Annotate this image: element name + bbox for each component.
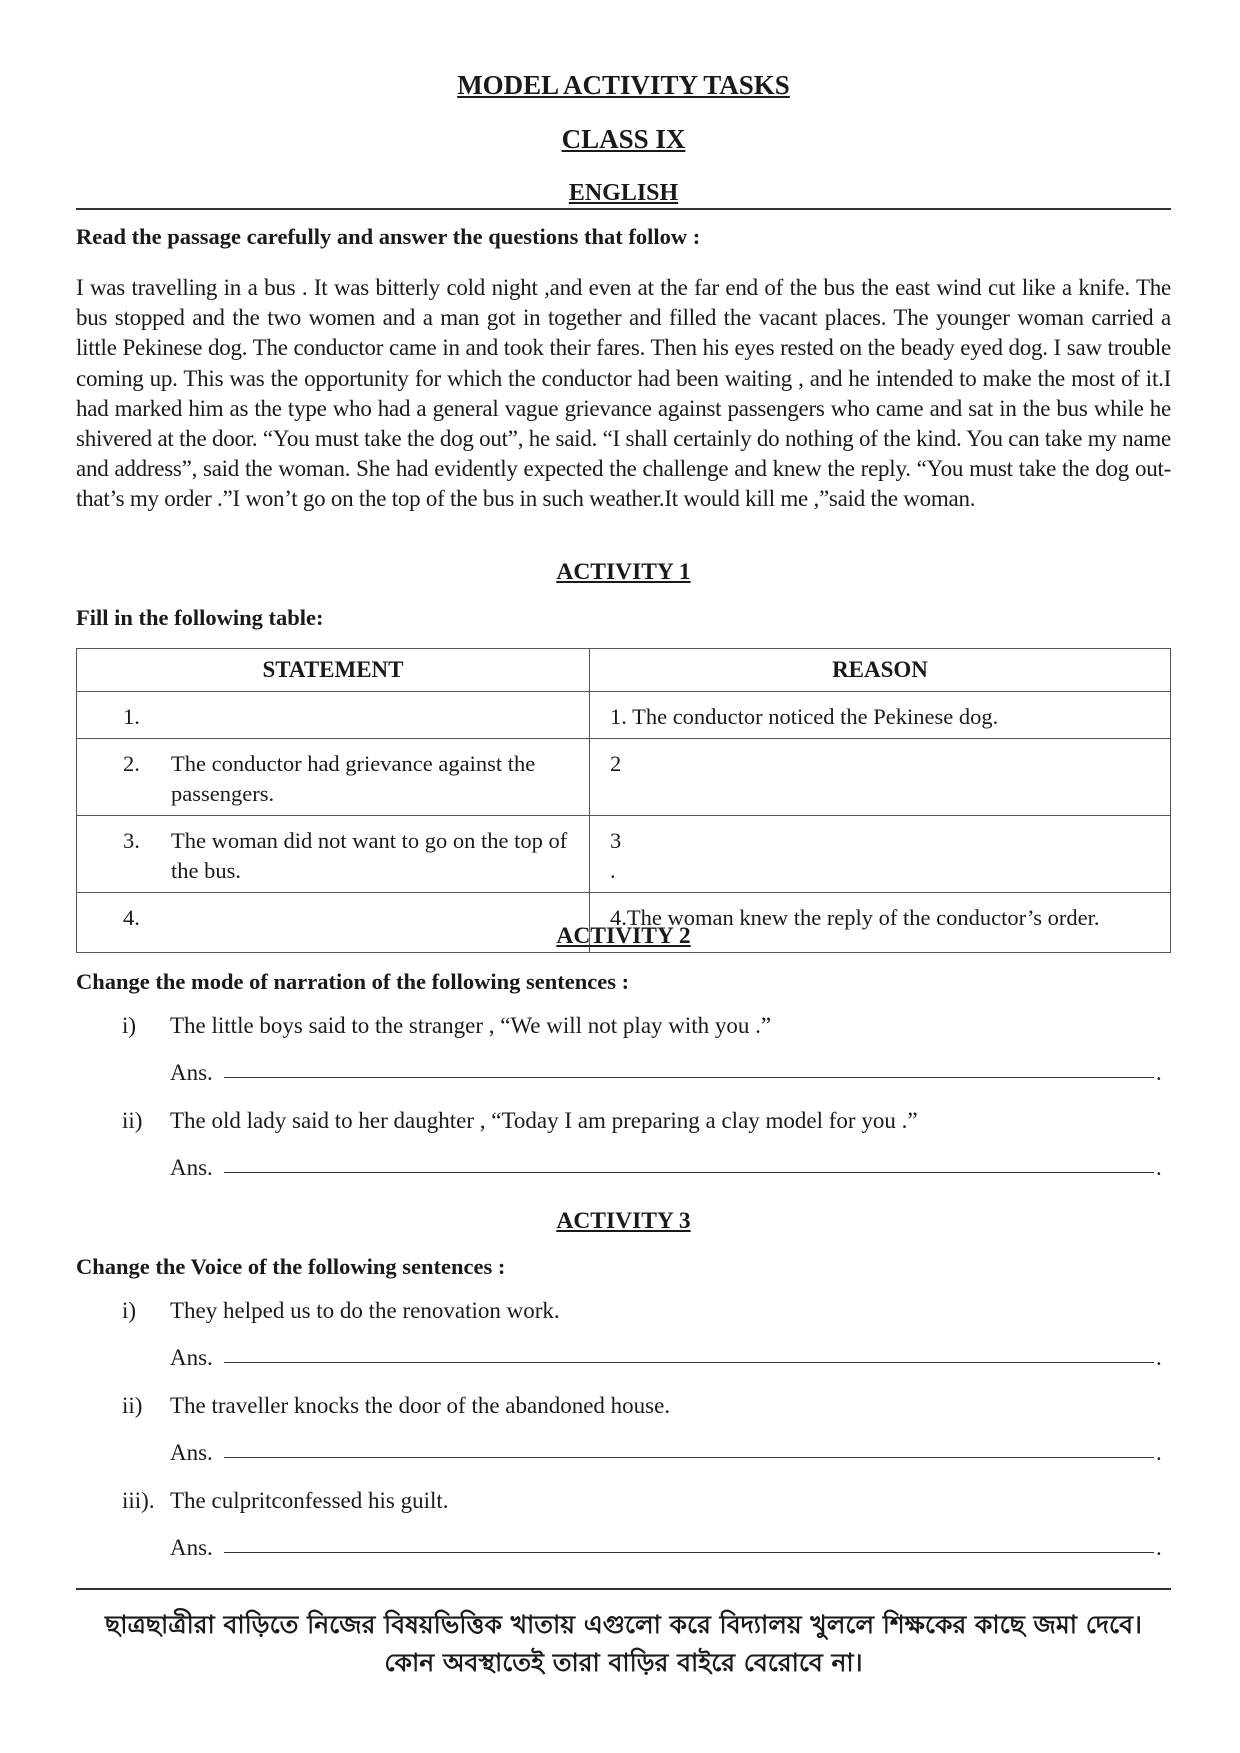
item-text: The little boys said to the stranger , “We will not play with you .”: [170, 1013, 772, 1038]
header-divider: [76, 208, 1171, 210]
row-number: 2.: [123, 751, 140, 776]
statement-cell: [77, 816, 590, 893]
activity-1-instruction: Fill in the following table:: [76, 605, 324, 630]
reason-text: 3 .: [610, 828, 622, 883]
answer-end: .: [1156, 1345, 1162, 1370]
answer-line[interactable]: [170, 1440, 1170, 1470]
list-item: [122, 1488, 449, 1514]
table-row: [77, 692, 1171, 739]
answer-blank: [224, 1457, 1154, 1458]
item-text: The traveller knocks the door of the abandoned house.: [170, 1393, 671, 1418]
list-item: [122, 1298, 560, 1324]
footer-note-line-1: ছাত্রছাত্রীরা বাড়িতে নিজের বিষয়ভিত্তিক খাতায় এগুলো করে বিদ্যালয় খুললে শিক্ষকের কাছে জমা দেবে।: [105, 1610, 1142, 1639]
table-row: [77, 739, 1171, 816]
activity-2-instruction: Change the mode of narration of the following sentences :: [76, 969, 630, 994]
statement-cell: [77, 739, 590, 816]
answer-end: .: [1156, 1155, 1162, 1180]
statement-text: The woman did not want to go on the top of the bus.: [171, 828, 568, 883]
item-number: ii): [122, 1108, 143, 1133]
answer-label: Ans.: [170, 1345, 213, 1370]
activity-1-heading: ACTIVITY 1: [556, 559, 691, 585]
reason-text: 1. The conductor noticed the Pekinese dog.: [610, 704, 999, 729]
table-row: [77, 816, 1171, 893]
item-text: The culpritconfessed his guilt.: [170, 1488, 449, 1513]
statement-text: The conductor had grievance against the passengers.: [171, 751, 536, 806]
reason-cell: [590, 692, 1171, 739]
passage-instruction: Read the passage carefully and answer the questions that follow :: [76, 224, 701, 249]
list-item: [122, 1393, 670, 1419]
reason-text: 4.The woman knew the reply of the conductor’s order.: [610, 905, 1100, 930]
footer-divider: [76, 1588, 1171, 1590]
item-text: They helped us to do the renovation work.: [170, 1298, 560, 1323]
row-number: 1.: [123, 704, 140, 729]
list-item: [122, 1013, 771, 1039]
answer-end: .: [1156, 1440, 1162, 1465]
answer-line[interactable]: [170, 1535, 1170, 1565]
reading-passage: I was travelling in a bus . It was bitterly cold night ,and even at the far end of the bus the east wind cut like a knife. The bus stopped and the two women and a man got in together and filled the vacant places. The younger woman carried a little Pekinese dog. The conductor came in and took their fares. Then his eyes rested on the beady eyed dog. I saw trouble coming up. This was the opportunity for which the conductor had been waiting , and he intended to make the most of it.I had marked him as the type who had a general vague grievance against passengers who came and sat in the bus while he shivered at the door. “You must take the dog out”, he said. “I shall certainly do nothing of the kind. You can take my name and address”, said the woman. She had evidently expected the challenge and knew the reply. “You must take the dog out- that’s my order .”I won’t go on the top of the bus in such weather.It would kill me ,”said the woman.: [76, 275, 1171, 512]
answer-end: .: [1156, 1060, 1162, 1085]
answer-line[interactable]: [170, 1345, 1170, 1375]
answer-blank: [224, 1362, 1154, 1363]
answer-label: Ans.: [170, 1440, 213, 1465]
activity-3-instruction: Change the Voice of the following sentences :: [76, 1254, 506, 1279]
row-number: 4.: [123, 905, 140, 930]
table-header-row: [77, 649, 1171, 692]
document-title: MODEL ACTIVITY TASKS: [457, 70, 790, 100]
list-item: [122, 1108, 918, 1134]
answer-blank: [224, 1172, 1154, 1173]
answer-label: Ans.: [170, 1155, 213, 1180]
activity-2-heading: ACTIVITY 2: [556, 923, 691, 949]
answer-line[interactable]: [170, 1155, 1170, 1185]
answer-blank: [224, 1077, 1154, 1078]
statement-header: STATEMENT: [77, 649, 590, 692]
subject-label: ENGLISH: [568, 180, 679, 206]
item-number: i): [122, 1013, 137, 1038]
statement-reason-table: [76, 648, 1171, 953]
answer-label: Ans.: [170, 1535, 213, 1560]
class-label: CLASS IX: [561, 124, 686, 154]
footer-note-line-2: কোন অবস্থাতেই তারা বাড়ির বাইরে বেরোবে না।: [384, 1648, 863, 1677]
item-text: The old lady said to her daughter , “Today I am preparing a clay model for you .”: [170, 1108, 918, 1133]
statement-cell[interactable]: [77, 692, 590, 739]
reason-text: 2: [610, 751, 622, 776]
reason-cell[interactable]: [590, 816, 1171, 893]
reason-header: REASON: [590, 649, 1171, 692]
answer-line[interactable]: [170, 1060, 1170, 1090]
answer-blank: [224, 1552, 1154, 1553]
item-number: iii).: [122, 1488, 155, 1513]
item-number: ii): [122, 1393, 143, 1418]
reason-cell[interactable]: [590, 739, 1171, 816]
answer-end: .: [1156, 1535, 1162, 1560]
answer-label: Ans.: [170, 1060, 213, 1085]
activity-3-heading: ACTIVITY 3: [556, 1208, 691, 1234]
item-number: i): [122, 1298, 137, 1323]
row-number: 3.: [123, 828, 140, 853]
